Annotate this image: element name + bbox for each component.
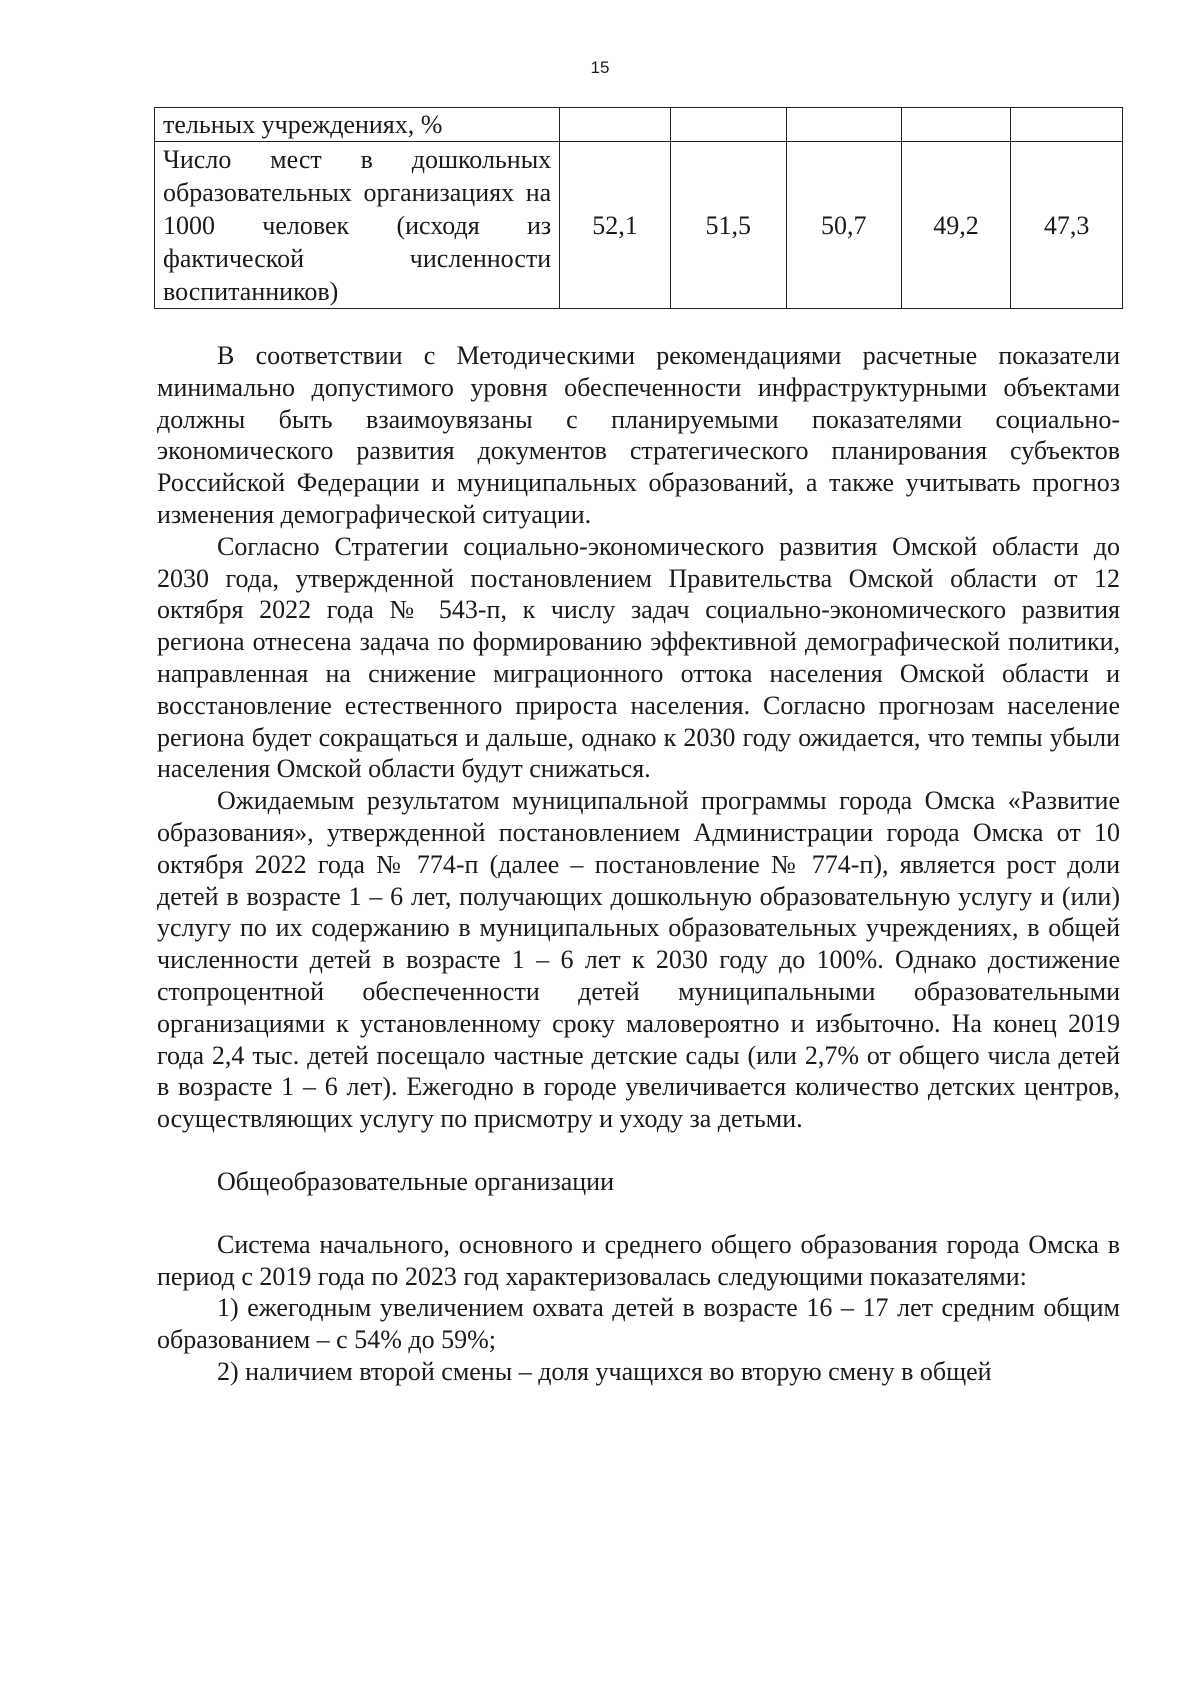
table-row (155, 142, 1123, 309)
indicator-table (154, 107, 1123, 309)
paragraph: Система начального, основного и среднего общего образования города Омска в период с 2019 года по 2023 год характеризовалась следующими показателями: (157, 1229, 1120, 1291)
table-cell-value: 49,2 (901, 142, 1011, 309)
table-cell-value (786, 108, 901, 142)
table-cell-value: 50,7 (786, 142, 901, 309)
table-cell-value (901, 108, 1011, 142)
paragraph: В соответствии с Методическими рекомендациями расчетные показатели минимально допустимого уровня обеспеченности инфраструктурными объектами должны быть взаимоувязаны с планируемыми показателями социально-экономического развития документов стратегического планирования субъектов Российской Федерации и муниципальных образований, а также учитывать прогноз изменения демографической ситуации. (157, 341, 1120, 529)
table-cell-value (560, 108, 671, 142)
table-cell-value: 52,1 (560, 142, 671, 309)
section-heading: Общеобразовательные организации (217, 1166, 614, 1196)
table-cell-value (670, 108, 786, 142)
document-body (157, 340, 1120, 1388)
list-item: 1) ежегодным увеличением охвата детей в возрасте 16 – 17 лет средним общим образованием – с 54% до 59%; (157, 1293, 1120, 1355)
page-number: 15 (590, 58, 610, 77)
table-cell-value (1011, 108, 1123, 142)
table-row (155, 108, 1123, 142)
table-cell-value: 47,3 (1011, 142, 1123, 309)
paragraph: Ожидаемым результатом муниципальной программы города Омска «Развитие образования», утвержденной постановлением Администрации города Омска от 10 октября 2022 года № 774-п (далее – постановление № 774-п), является рост доли детей в возрасте 1 – 6 лет, получающих дошкольную образовательную услугу и (или) услугу по их содержанию в муниципальных образовательных учреждениях, в общей численности детей в возрасте 1 – 6 лет к 2030 году до 100%. Однако достижение стопроцентной обеспеченности детей муниципальными образовательными организациями к установленному сроку маловероятно и избыточно. На конец 2019 года 2,4 тыс. детей посещало частные детские сады (или 2,7% от общего числа детей в возрасте 1 – 6 лет). Ежегодно в городе увеличивается количество детских центров, осуществляющих услугу по присмотру и уходу за детьми. (157, 786, 1120, 1134)
paragraph: Согласно Стратегии социально-экономического развития Омской области до 2030 года, утвержденной постановлением Правительства Омской области от 12 октября 2022 года № 543-п, к числу задач социально-экономического развития региона отнесена задача по формированию эффективной демографической политики, направленная на снижение миграционного оттока населения Омской области и восстановление естественного прироста населения. Согласно прогнозам население региона будет сокращаться и дальше, однако к 2030 году ожидается, что темпы убыли населения Омской области будут снижаться. (157, 531, 1120, 784)
table-cell-label: Число мест в дошкольных образовательных организациях на 1000 человек (исходя из фактической численности воспитанников) (155, 142, 560, 309)
table-cell-label: тельных учреждениях, % (155, 108, 560, 142)
table-cell-value: 51,5 (670, 142, 786, 309)
list-item: 2) наличием второй смены – доля учащихся во вторую смену в общей (217, 1356, 992, 1386)
